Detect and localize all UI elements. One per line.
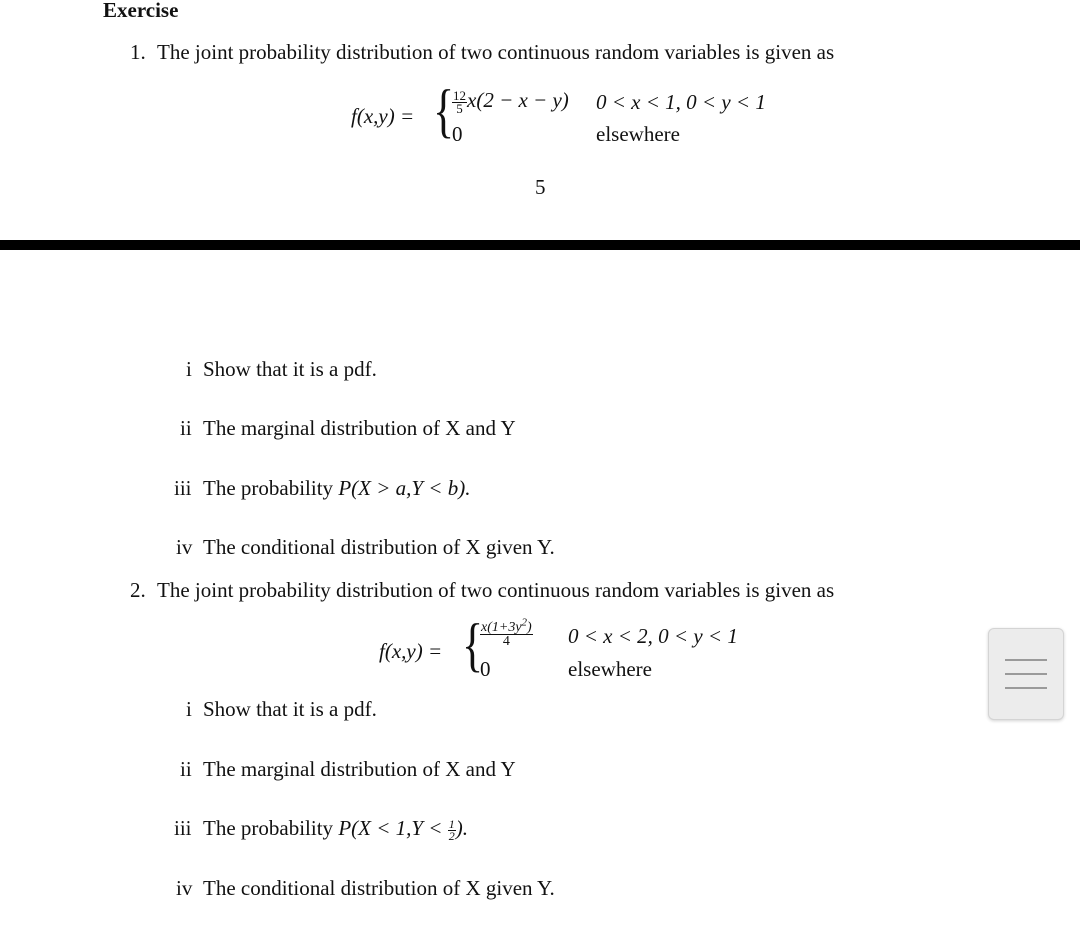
q1-part-iv-text: The conditional distribution of X given Y. xyxy=(203,535,555,559)
q1-part-i-number: i xyxy=(186,357,192,381)
q2-case2-value: 0 xyxy=(480,657,491,681)
q2-part-iii-math: P(X < 1,Y < $\frac{1}{2}$ ). xyxy=(338,816,468,843)
q2-case1-fraction: $\frac{x(1+3y^2)}{4}$ xyxy=(481,616,532,649)
q1-case2-value: 0 xyxy=(452,122,463,146)
q2-part-iv-number: iv xyxy=(176,876,193,900)
q1-part-ii-number: ii xyxy=(180,416,192,440)
q2-part-iii-text: The probability P(X < 1,Y < $\frac{1}{2}$ ). xyxy=(203,816,468,843)
q1-case1-expression: $\frac{12}{5}$ x(2 − x − y) xyxy=(453,87,569,116)
q1-brace: { xyxy=(433,77,455,145)
q1-part-ii-text: The marginal distribution of X and Y xyxy=(203,416,516,440)
q2-brace: { xyxy=(462,611,484,679)
page-number: 5 xyxy=(535,175,546,199)
q2-part-iii-number: iii xyxy=(174,816,192,840)
q1-part-iii-text: The probability P(X > a,Y < b). xyxy=(203,476,471,500)
q2-lhs: f(x,y) = xyxy=(379,639,443,663)
q2-part-iv-text: The conditional distribution of X given Y. xyxy=(203,876,555,900)
q1-case1-fraction: $\frac{12}{5}$ xyxy=(453,87,466,116)
q1-part-iii-number: iii xyxy=(174,476,192,500)
q1-part-iii-math: P(X > a,Y < b). xyxy=(338,476,471,500)
q2-part-i-number: i xyxy=(186,697,192,721)
q1-part-iv-number: iv xyxy=(176,535,193,559)
q1-text: The joint probability distribution of two continuous random variables is given as xyxy=(157,40,835,64)
q1-part-i-text: Show that it is a pdf. xyxy=(203,357,377,381)
exercise-heading: Exercise xyxy=(103,0,179,22)
q2-part-ii-text: The marginal distribution of X and Y xyxy=(203,757,516,781)
q2-part-i-text: Show that it is a pdf. xyxy=(203,697,377,721)
menu-button[interactable] xyxy=(988,628,1064,720)
q2-case2-condition: elsewhere xyxy=(568,657,652,681)
q1-number: 1. xyxy=(130,40,146,64)
q1-lhs: f(x,y) = xyxy=(351,104,415,128)
page-divider xyxy=(0,240,1080,250)
q2-case1-condition: 0 < x < 2, 0 < y < 1 xyxy=(568,624,738,648)
q1-case2-condition: elsewhere xyxy=(596,122,680,146)
q1-case1-condition: 0 < x < 1, 0 < y < 1 xyxy=(596,90,766,114)
q2-case1-expression xyxy=(480,616,533,649)
q2-number: 2. xyxy=(130,578,146,602)
q2-part-ii-number: ii xyxy=(180,757,192,781)
q2-text: The joint probability distribution of two continuous random variables is given as xyxy=(157,578,835,602)
